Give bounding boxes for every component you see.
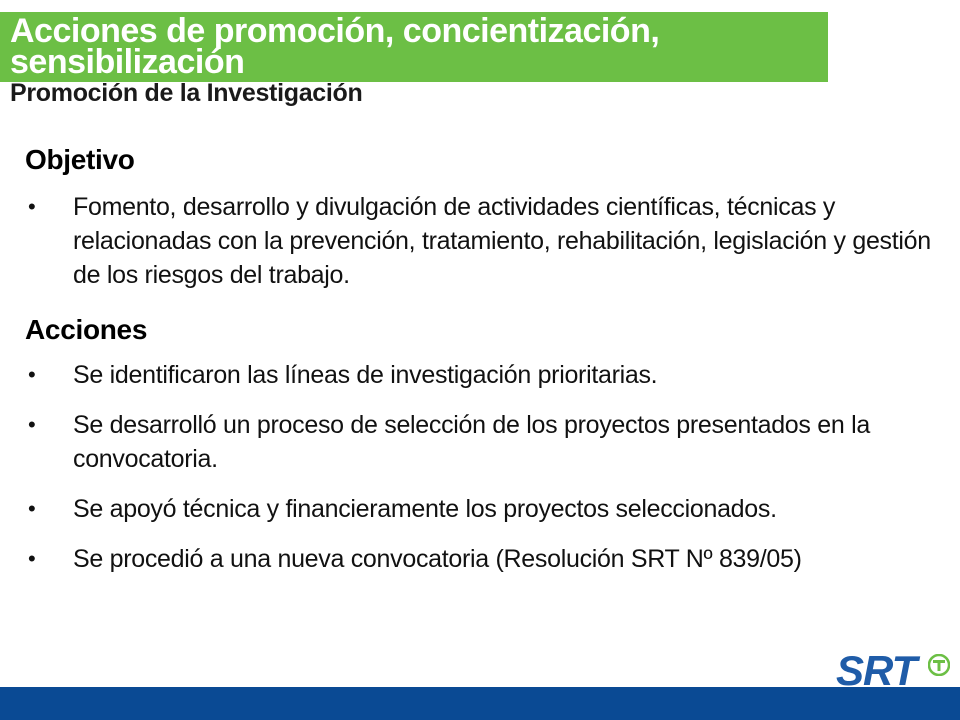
action-bullet [25, 542, 945, 576]
bullet-icon: • [28, 412, 36, 437]
bullet-icon: • [28, 496, 36, 521]
objective-bullet-text: Fomento, desarrollo y divulgación de actividades científicas, técnicas y relacionadas con la prevención, tratamiento, rehabilitación, legislación y gestión de los riesgos del trabajo. [73, 193, 931, 289]
action-bullet-text: Se apoyó técnica y financieramente los proyectos seleccionados. [73, 495, 777, 523]
action-bullet [25, 408, 945, 476]
bullet-icon: • [28, 362, 36, 387]
t-circle-icon [928, 654, 950, 676]
action-bullet [25, 358, 945, 392]
slide-subtitle: Promoción de la Investigación [10, 79, 363, 107]
objective-heading: Objetivo [25, 144, 135, 175]
logo-text: SRT [836, 647, 917, 694]
action-bullet-text: Se procedió a una nueva convocatoria (Resolución SRT Nº 839/05) [73, 545, 802, 573]
bullet-icon: • [28, 546, 36, 571]
actions-heading: Acciones [25, 314, 148, 345]
title-bar [0, 12, 828, 82]
footer-bar [0, 687, 960, 720]
action-bullet-text: Se identificaron las líneas de investigación prioritarias. [73, 361, 658, 389]
bullet-icon: • [28, 194, 36, 219]
srt-logo [836, 647, 952, 694]
action-bullet-text: Se desarrolló un proceso de selección de los proyectos presentados en la convocatoria. [73, 411, 870, 473]
slide-content [25, 140, 945, 576]
slide-title: Acciones de promoción, concientización, sensibilización [10, 12, 660, 81]
action-bullet [25, 492, 945, 526]
objective-bullet [25, 190, 945, 292]
